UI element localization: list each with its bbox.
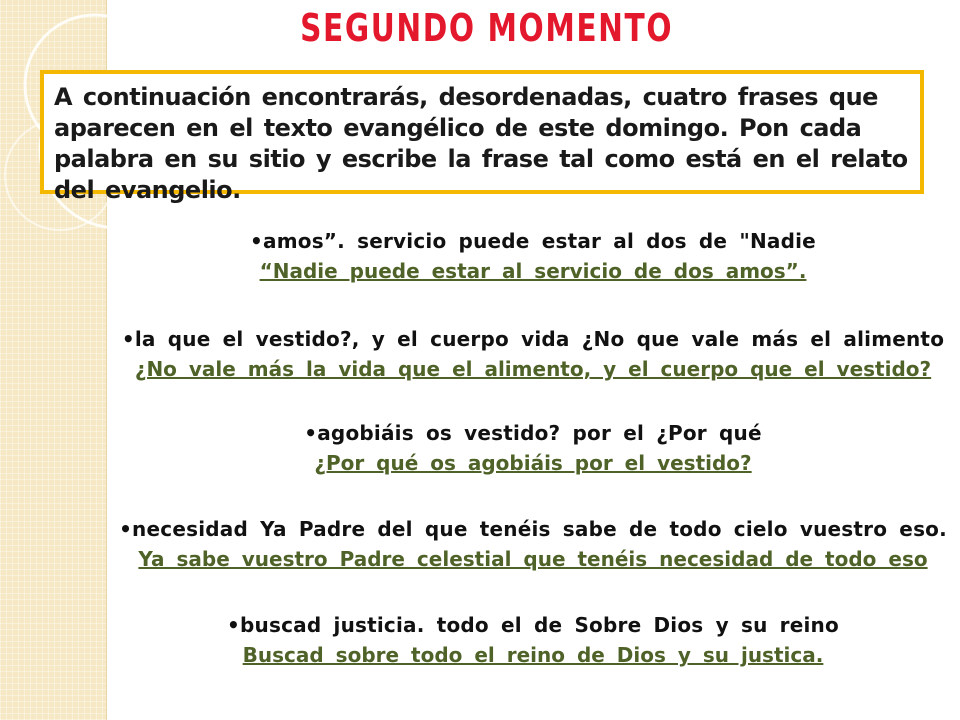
scrambled-phrase: •agobiáis os vestido? por el ¿Por qué [304,421,762,445]
answer-phrase: ¿No vale más la vida que el alimento, y el cuerpo que el vestido? [134,357,932,381]
answer-phrase: ¿Por qué os agobiáis por el vestido? [314,451,752,475]
instructions-text: A continuación encontrarás, desordenadas, cuatro frases que aparecen en el texto evangélico de este domingo. Pon cada palabra en su sitio y escribe la frase tal como está en el relato del evangelio. [54,83,908,204]
answer-phrase: “Nadie puede estar al servicio de dos amos”. [259,259,807,283]
phrase-item-5 [106,610,960,670]
page-title: SEGUNDO MOMENTO [300,6,674,50]
answer-phrase: Ya sabe vuestro Padre celestial que tenéis necesidad de todo eso [138,547,928,571]
scrambled-phrase: •necesidad Ya Padre del que tenéis sabe de todo cielo vuestro eso. [119,517,947,541]
phrase-item-1 [106,226,960,286]
scrambled-phrase: •amos”. servicio puede estar al dos de "Nadie [250,229,816,253]
instructions-box [40,70,924,204]
scrambled-phrase: •la que el vestido?, y el cuerpo vida ¿No que vale más el alimento [121,327,945,351]
answer-phrase: Buscad sobre todo el reino de Dios y su justica. [242,643,824,667]
scrambled-phrase: •buscad justicia. todo el de Sobre Dios y su reino [227,613,839,637]
phrase-item-3 [106,418,960,478]
phrase-item-2 [106,324,960,384]
phrase-item-4 [106,514,960,574]
